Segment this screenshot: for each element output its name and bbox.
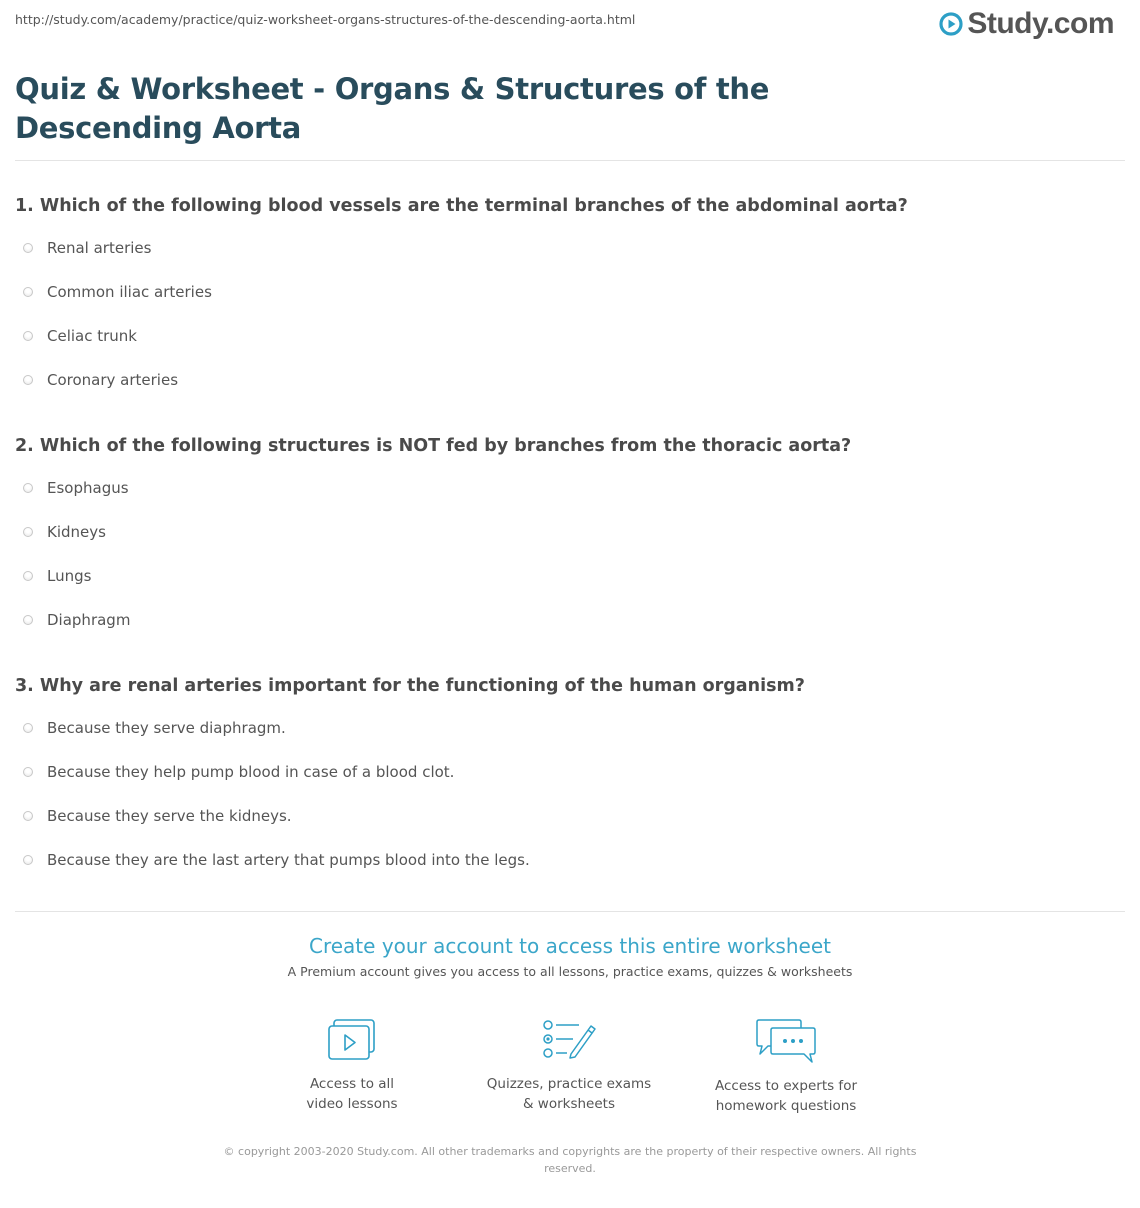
page-title: Quiz & Worksheet - Organs & Structures of the Descending Aorta (15, 72, 770, 145)
video-lessons-icon (326, 1018, 378, 1062)
option-label: Renal arteries (47, 239, 152, 257)
play-circle-icon (939, 12, 963, 36)
feature-video-lessons (252, 1018, 452, 1114)
radio-button[interactable] (23, 615, 33, 625)
radio-button[interactable] (23, 243, 33, 253)
create-account-link[interactable]: Create your account to access this entire worksheet (309, 934, 831, 958)
answer-option[interactable] (23, 477, 129, 499)
answer-option[interactable] (23, 609, 130, 631)
radio-button[interactable] (23, 527, 33, 537)
option-label: Celiac trunk (47, 327, 137, 345)
option-label: Coronary arteries (47, 371, 179, 389)
radio-button[interactable] (23, 331, 33, 341)
option-label: Esophagus (47, 479, 129, 497)
answer-option[interactable] (23, 325, 137, 347)
feature-label-line1: Quizzes, practice exams (486, 1076, 652, 1092)
cta-divider (15, 911, 1125, 912)
option-label: Because they serve the kidneys. (47, 807, 292, 825)
feature-experts (686, 1018, 886, 1116)
option-label: Common iliac arteries (47, 283, 212, 301)
option-label: Lungs (47, 567, 92, 585)
question-1 (15, 194, 1125, 389)
feature-label-line1: Access to experts for (714, 1078, 857, 1094)
answer-option[interactable] (23, 717, 286, 739)
answer-option[interactable] (23, 237, 151, 259)
question-2 (15, 434, 1125, 629)
answer-option[interactable] (23, 805, 292, 827)
quiz-checklist-icon (541, 1018, 597, 1062)
feature-label-line2: homework questions (715, 1098, 857, 1114)
answer-option[interactable] (23, 281, 212, 303)
radio-button[interactable] (23, 855, 33, 865)
feature-quizzes (469, 1018, 669, 1114)
radio-button[interactable] (23, 375, 33, 385)
radio-button[interactable] (23, 767, 33, 777)
premium-description: A Premium account gives you access to all lessons, practice exams, quizzes & worksheets (287, 964, 853, 979)
feature-label-line2: & worksheets (522, 1096, 615, 1112)
radio-button[interactable] (23, 483, 33, 493)
answer-option[interactable] (23, 565, 91, 587)
radio-button[interactable] (23, 287, 33, 297)
question-text: 3. Why are renal arteries important for the functioning of the human organism? (15, 676, 805, 696)
question-text: 2. Which of the following structures is NOT fed by branches from the thoracic aorta? (15, 436, 852, 456)
option-label: Because they are the last artery that pumps blood into the legs. (47, 851, 530, 869)
radio-button[interactable] (23, 571, 33, 581)
radio-button[interactable] (23, 811, 33, 821)
option-label: Because they help pump blood in case of a blood clot. (47, 763, 455, 781)
radio-button[interactable] (23, 723, 33, 733)
title-divider (15, 160, 1125, 161)
option-label: Diaphragm (47, 611, 131, 629)
option-label: Because they serve diaphragm. (47, 719, 286, 737)
page-url: http://study.com/academy/practice/quiz-worksheet-organs-structures-of-the-descending-aorta.html (15, 12, 636, 27)
feature-label-line1: Access to all (309, 1076, 395, 1092)
answer-option[interactable] (23, 761, 454, 783)
study-logo[interactable] (939, 6, 1114, 42)
question-3 (15, 674, 1125, 869)
copyright-notice: © copyright 2003-2020 Study.com. All other trademarks and copyrights are the property of their respective owners. All rights reserved. (223, 1145, 917, 1175)
answer-option[interactable] (23, 849, 530, 871)
answer-option[interactable] (23, 369, 178, 391)
answer-option[interactable] (23, 521, 106, 543)
option-label: Kidneys (47, 523, 106, 541)
question-text: 1. Which of the following blood vessels are the terminal branches of the abdominal aorta? (15, 196, 908, 216)
feature-label-line2: video lessons (306, 1096, 398, 1112)
logo-text: Study.com (967, 7, 1114, 40)
chat-bubbles-icon (754, 1018, 818, 1064)
